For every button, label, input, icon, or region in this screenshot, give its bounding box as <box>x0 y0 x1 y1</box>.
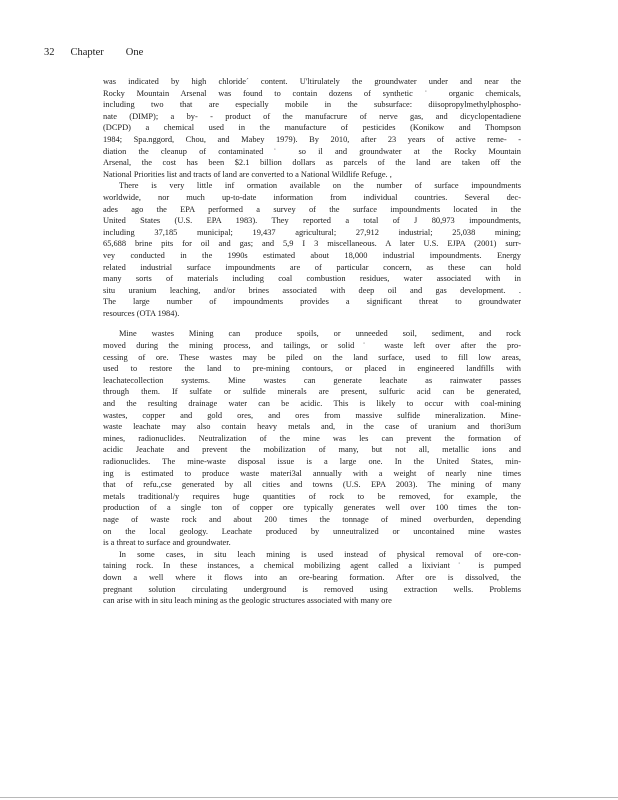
text-line: through them. If sulfate or sulfide minerals are present, sulfuric acid can be generated, <box>103 387 521 397</box>
text-line: The large number of impoundments provides a significant threat to groundwater <box>103 297 521 307</box>
body-text <box>103 76 521 607</box>
paragraph <box>103 76 521 180</box>
text-line: waste leachate may also contain heavy metals and, in the case of uranium and thori3um <box>103 422 521 432</box>
text-line: In some cases, in situ leach mining is used instead of physical removal of ore-con- <box>119 549 521 559</box>
text-line: nate (DIMP); a by- - product of the manufacrure of nerve gas, and dicyclopentadiene <box>103 111 521 121</box>
text-line: ing is estimated to produce waste materi3al annually with a weight of nearly nine times <box>103 468 521 478</box>
text-line: Rocky Mountain Arsenal was found to contain dozens of synthetic ˙ organic chemicals, <box>103 88 521 98</box>
page-header <box>44 47 143 58</box>
text-line: United States (U.S. EPA 1983). They reported a total of J 80,973 impoundments, <box>103 216 521 226</box>
text-line: that of refu.,cse generated by all cities and towns (U.S. EPA 2003). The mining of many <box>103 480 521 490</box>
paragraph-gap <box>103 319 521 328</box>
text-line: worldwide, nor much up-to-date information from individual countries. Several dec- <box>103 192 521 202</box>
chapter-label: Chapter <box>70 47 104 58</box>
text-line: nage of waste rock and about 200 times the tonnage of mined overburden, depending <box>103 514 521 524</box>
text-line: many sorts of materials including coal combustion residues, water associated with in <box>103 274 521 284</box>
text-line: resources (OTA 1984). <box>103 308 180 318</box>
text-line: wastes, copper and gold ores, and ores from massive sulfide mineralization. Mine- <box>103 410 521 420</box>
text-line: and the resulting drainage water can be acidic. This is likely to occur with coal-mining <box>103 399 521 409</box>
text-line: situ uranium leaching, and/or brines associated with deep oil and gas development. . <box>103 285 521 295</box>
text-line: radionuclides. The mine-waste disposal issue is a large one. In the United States, min- <box>103 457 521 466</box>
paragraph <box>103 328 521 548</box>
text-line: including two that are especially mobile in the subsurface: diisopropylmethylphospho- <box>103 100 521 110</box>
text-line: was indicated by high chloride´ content. U'ltirulately the groundwater under and near the <box>103 77 521 86</box>
text-line: Mine wastes Mining can produce spoils, or unneeded soil, sediment, and rock <box>119 329 521 339</box>
text-line: taining rock. In these instances, a chemical mobilizing agent called a lixiviant˙ is pumped <box>103 561 521 571</box>
text-line: 1984; Spa.nggord, Chou, and Mabey 1979). By 2010, after 23 years of active reme- - <box>103 134 521 144</box>
text-line: can arise with in situ leach mining as the geologic structures associated with many ore <box>103 596 392 606</box>
paragraph <box>103 180 521 319</box>
text-line: ades ago the EPA performed a survey of the surface impoundments located in the <box>103 204 521 214</box>
footer-rule <box>0 797 618 798</box>
text-line: diation the cleanup of contaminated˙ so il and groundwater at the Rocky Mountain <box>103 146 521 156</box>
paragraph <box>103 549 521 607</box>
text-line: vey conducted in the 1990s estimated about 18,000 industrial impoundments. Energy <box>103 250 521 260</box>
text-line: Arsenal, the cost has been $2.1 billion dollars as parcels of the land are taken off the <box>103 158 521 168</box>
page-number: 32 <box>44 47 55 58</box>
text-line: used to restore the land to pre-mining contours, or placed in engineered landfills with <box>103 364 521 374</box>
text-line: metals traditional/y requires huge quantities of rock to be removed, for example, the <box>103 491 521 501</box>
chapter-number: One <box>125 47 144 58</box>
text-line: (DCPD) a chemical used in the manufacture of pesticides (Konikow and Thompson <box>103 123 521 133</box>
text-line: cessing of ore. These wastes may be piled on the land surface, used to fill low areas, <box>103 352 521 362</box>
text-line: including 37,185 municipal; 19,437 agricultural; 27,912 industrial; 25,038 mining; <box>103 227 521 237</box>
text-line: 65,688 brine pits for oil and gas; and 5,9 I 3 miscellaneous. A later U.S. EJPA (2001) surr- <box>103 239 521 249</box>
text-line: moved during the mining process, and tailings, or solid˙ waste left over after the pro- <box>103 341 521 351</box>
text-line: acidic Jeachate and prevent the mobilization of many, but not all, metallic ions and <box>103 445 521 455</box>
text-line: down a well where it flows into an ore-bearing formation. After ore is dissolved, the <box>103 572 521 582</box>
text-line: There is very little inf ormation available on the number of surface impoundments <box>119 181 521 191</box>
text-line: leachatecollection systems. Mine wastes can generate leachate as rainwater passes <box>103 375 521 385</box>
text-line: National Priorities list and tracts of land are converted to a National Wildlife Refuge. , <box>103 169 392 179</box>
text-line: pregnant solution circulating underground is removed using extraction wells. Problems <box>103 584 521 594</box>
text-line: related industrial surface impoundments are of particular concern, as these can hold <box>103 262 521 272</box>
text-line: mines, radionuclides. Neutralization of the mine was les can prevent the formation of <box>103 433 521 443</box>
text-line: on the local geology. Leachate produced by unneutralized or uncontained mine wastes <box>103 526 521 536</box>
text-line: production of a single ton of copper ore typically generates well over 100 times the ton- <box>103 503 521 513</box>
text-line: is a threat to surface and groundwater. <box>103 538 231 548</box>
